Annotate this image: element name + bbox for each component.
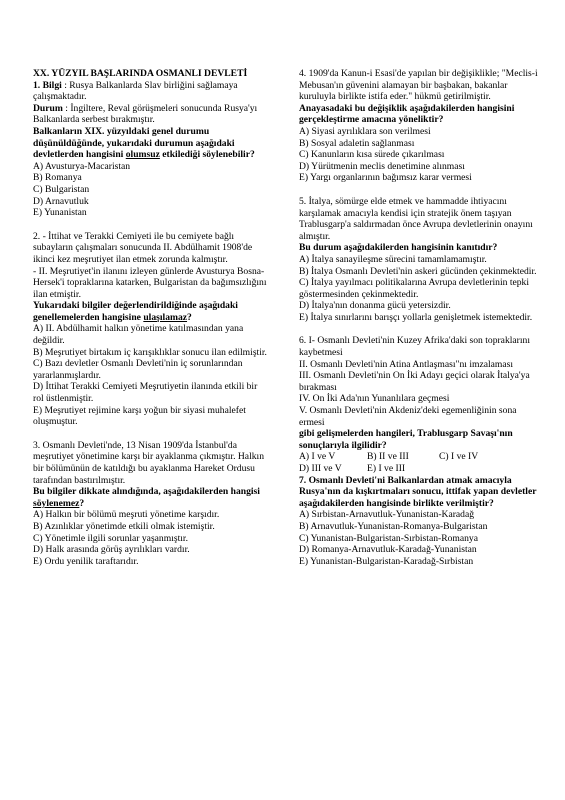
q7-option[interactable]: D) Romanya-Arnavutluk-Karadağ-Yunanistan: [299, 544, 477, 556]
q4-option[interactable]: E) Yargı organlarının bağımsız karar vermesi: [299, 172, 472, 184]
q1-option[interactable]: E) Yunanistan: [33, 207, 87, 219]
q3-question: Bu bilgiler dikkate alındığında, aşağıdakilerden hangisi söylenemez?: [33, 486, 260, 509]
q6-question: gibi gelişmelerden hangileri, Trablusgarp Savaşı'nın sonuçlarıyla ilgilidir?: [299, 428, 513, 451]
q1-option[interactable]: D) Arnavutluk: [33, 195, 89, 207]
document-title-block: [33, 68, 270, 80]
q2-option[interactable]: B) Meşrutiyet birtakım iç karışıklıklar sonucu ilan edilmiştir.: [33, 346, 267, 358]
q1-situation: [33, 103, 270, 126]
q7-question: 7. Osmanlı Devleti'ni Balkanlardan atmak amacıyla Rusya'nın da kışkırtmaları sonucu, ittifak yapan devletler aşağıdakilerden hangisinde birlikte verilmiştir?: [299, 474, 537, 509]
q1-option[interactable]: C) Bulgaristan: [33, 183, 90, 195]
q4-option[interactable]: D) Yürütmenin meclis denetimine alınması: [299, 160, 465, 172]
q6-options-row-2: [299, 463, 539, 475]
q4-option[interactable]: A) Siyasi ayrılıklara son verilmesi: [299, 125, 431, 137]
q6-option[interactable]: B) II ve III: [367, 451, 409, 463]
q4-text: 4. 1909'da Kanun-i Esasi'de yapılan bir değişiklikle; "Meclis-i Mebusan'ın güvenini alamayan bir başbakan, bakanlar kuruluyla birlikte istifa eder." hükmü getirilmiştir.: [299, 68, 538, 103]
q3-option[interactable]: E) Ordu yenilik taraftarıdır.: [33, 555, 139, 567]
q1-situation-label: Durum: [33, 102, 63, 114]
question-7: [299, 475, 539, 568]
document-title: XX. YÜZYIL BAŞLARINDA OSMANLI DEVLETİ: [33, 68, 248, 79]
q7-option[interactable]: A) Sırbistan-Arnavutluk-Yunanistan-Karadağ: [299, 509, 475, 521]
question-2: [33, 231, 270, 428]
question-6: [299, 335, 539, 474]
q1-question: Balkanların XIX. yüzyıldaki genel durumu düşünüldüğünde, yukarıdaki durumun aşağıdaki devletlerden hangisini olumsuz etkilediği söylenebilir?: [33, 125, 255, 161]
q2-text-2: - II. Meşrutiyet'in ilanını izleyen günlerde Avusturya Bosna-Hersek'i topraklarına katarken, Bulgaristan da bağımsızlığını ilan etmiştir.: [33, 265, 267, 300]
q7-option[interactable]: E) Yunanistan-Bulgaristan-Karadağ-Sırbistan: [299, 555, 474, 567]
q6-item: 6. I- Osmanlı Devleti'nin Kuzey Afrika'daki son topraklarını kaybetmesi: [299, 335, 530, 359]
question-3: [33, 440, 270, 568]
q6-option[interactable]: D) III ve V: [299, 463, 342, 474]
q6-item: II. Osmanlı Devleti'nin Atina Antlaşması"nı imzalaması: [299, 358, 514, 370]
q6-item: IV. On İki Ada'nın Yunanlılara geçmesi: [299, 393, 450, 405]
q1-option[interactable]: B) Romanya: [33, 172, 82, 184]
q5-option[interactable]: D) İtalya'nın donanma gücü yetersizdir.: [299, 300, 451, 312]
q3-option[interactable]: C) Yönetimle ilgili sorunlar yaşanmıştır.: [33, 532, 188, 544]
q5-option[interactable]: A) İtalya sanayileşme sürecini tamamlamamıştır.: [299, 253, 487, 265]
q3-option[interactable]: D) Halk arasında görüş ayrılıkları vardır.: [33, 544, 190, 556]
right-column: [299, 68, 539, 579]
q6-option[interactable]: E) I ve III: [367, 463, 406, 474]
q7-option[interactable]: B) Arnavutluk-Yunanistan-Romanya-Bulgaristan: [299, 520, 488, 532]
q3-text: 3. Osmanlı Devleti'nde, 13 Nisan 1909'da İstanbul'da meşrutiyet yönetimine karşı bir ayaklanma çıkmıştır. Halkın bir bölümünün de katıldığı bu ayaklanma Hareket Ordusu tarafından bastırılmıştır.: [33, 439, 264, 486]
q7-option[interactable]: C) Yunanistan-Bulgaristan-Sırbistan-Romanya: [299, 532, 478, 544]
q6-option[interactable]: C) I ve IV: [439, 451, 479, 463]
q1-situation-text: : İngiltere, Reval görüşmeleri sonucunda Rusya'yı Balkanlarda serbest bırakmıştır.: [33, 102, 258, 126]
question-5: [299, 196, 539, 324]
left-column: [33, 68, 270, 579]
q5-option[interactable]: C) İtalya yayılmacı politikalarına Avrupa devletlerinin tepki göstermesinden çekinmektedir.: [299, 277, 529, 300]
q1-info-label: 1. Bilgi: [33, 79, 62, 91]
q4-question: Anayasadaki bu değişiklik aşağıdakilerden hangisini gerçekleştirme amacına yöneliktir?: [299, 102, 515, 126]
q1-info: [33, 80, 270, 103]
q6-options-row-1: [299, 451, 539, 463]
q2-option[interactable]: E) Meşrutiyet rejimine karşı yoğun bir siyasi muhalefet oluşmuştur.: [33, 404, 246, 428]
q4-option[interactable]: B) Sosyal adaletin sağlanması: [299, 137, 415, 149]
q2-text-1: 2. - İttihat ve Terakki Cemiyeti ile bu cemiyete bağlı subayların çalışmaları sonucunda II. Abdülhamit 1908'de ikinci kez meşrutiyet ilan etmek zorunda kalmıştır.: [33, 230, 253, 265]
q6-item: V. Osmanlı Devleti'nin Akdeniz'deki egemenliğinin sona ermesi: [299, 405, 517, 428]
q3-option[interactable]: B) Azınlıklar yönetimde etkili olmak istemiştir.: [33, 520, 215, 532]
question-1: [33, 80, 270, 219]
q4-option[interactable]: C) Kanunların kısa sürede çıkarılması: [299, 149, 445, 161]
q6-option[interactable]: A) I ve V: [299, 451, 336, 463]
q5-question: Bu durum aşağıdakilerden hangisinin kanıtıdır?: [299, 242, 498, 254]
q2-option[interactable]: C) Bazı devletler Osmanlı Devleti'nin iç sorunlarından yararlanmışlardır.: [33, 358, 243, 381]
q2-option[interactable]: D) İttihat Terakki Cemiyeti Meşrutiyetin ilanında etkili bir rol üstlenmiştir.: [33, 381, 258, 405]
question-4: [299, 68, 539, 184]
q1-info-text: : Rusya Balkanlarda Slav birliğini sağlamaya çalışmaktadır.: [33, 79, 238, 103]
q5-option[interactable]: B) İtalya Osmanlı Devleti'nin askeri gücünden çekinmektedir.: [299, 265, 537, 277]
q5-text: 5. İtalya, sömürge elde etmek ve hammadde ihtiyacını karşılamak amacıyla kendisi için stratejik önem taşıyan Trablusgarp'a saldırmadan önce Avrupa devletlerinin onayını almıştır.: [299, 195, 533, 242]
q2-option[interactable]: A) II. Abdülhamit halkın yönetime katılmasından yana değildir.: [33, 323, 244, 347]
q5-option[interactable]: E) İtalya sınırlarını barışçı yollarla genişletmek istemektedir.: [299, 311, 533, 323]
q1-option[interactable]: A) Avusturya-Macaristan: [33, 160, 131, 172]
q6-item: III. Osmanlı Devleti'nin On İki Adayı geçici olarak İtalya'ya bırakması: [299, 370, 530, 393]
q3-option[interactable]: A) Halkın bir bölümü meşruti yönetime karşıdır.: [33, 509, 220, 521]
q2-question: Yukarıdaki bilgiler değerlendirildiğinde aşağıdaki genellemelerden hangisine ulaşılamaz?: [33, 300, 238, 323]
